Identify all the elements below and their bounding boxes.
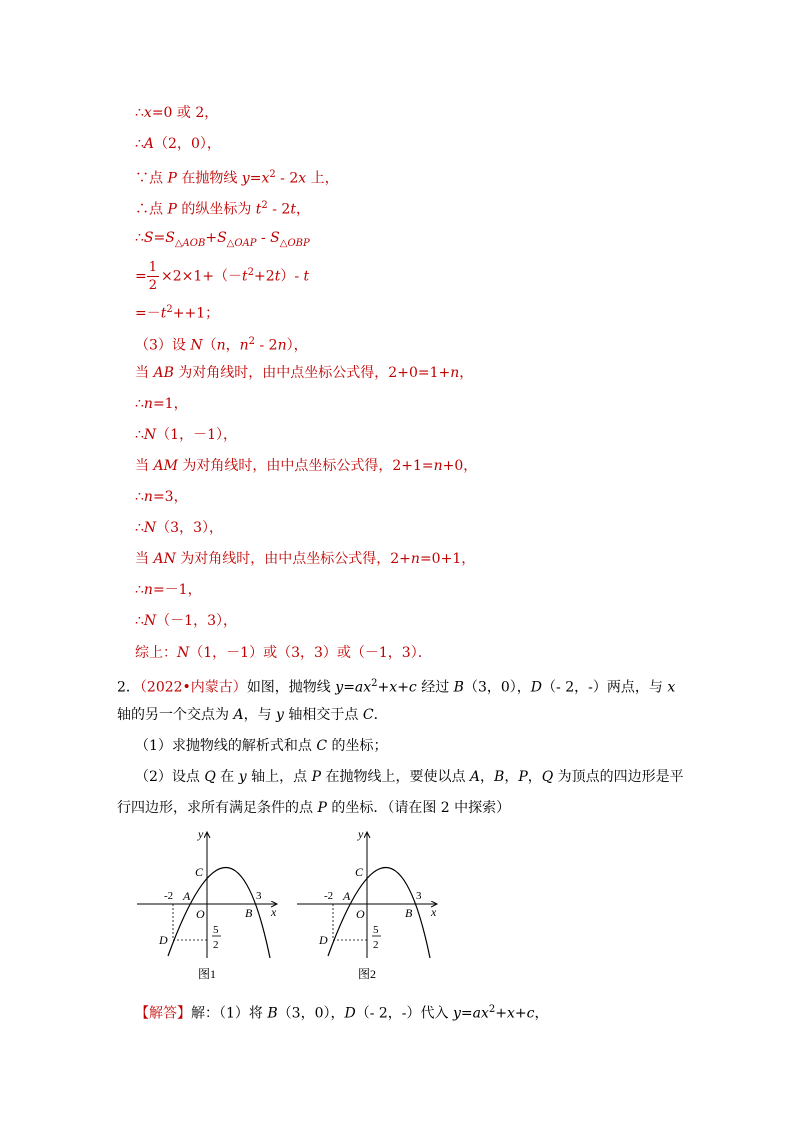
label-d: D (159, 933, 168, 947)
label-c: C (355, 865, 364, 879)
solution-line-7: $=-t^2++1$； (135, 304, 220, 322)
label-o: O (196, 907, 205, 921)
problem-part-2a: （2）设点 Q 在 y 轴上，点 P 在抛物线上，要使以点 A，B，P，Q 为顶点的四边形是平 (135, 769, 684, 785)
figure-2-graph (295, 828, 440, 983)
solution-line-17: ∴N（－1，3）， (135, 613, 237, 629)
figure-1-graph (135, 828, 280, 983)
figure-1-caption: 图1 (198, 967, 217, 981)
label-neg2: -2 (164, 890, 174, 902)
label-frac-den: 2 (213, 939, 219, 951)
figure-2-caption: 图2 (358, 967, 377, 981)
solution-line-1: ∴x=0 或 2， (135, 105, 219, 121)
problem-source: （2022•内蒙古） (139, 679, 247, 696)
solution-line-3: ∵点 P 在抛物线 $y=x^2 - 2x$ 上， (135, 169, 339, 187)
solution-line-11: ∴N（1，－1）， (135, 427, 237, 443)
label-a: A (343, 889, 351, 903)
label-x: x (271, 905, 277, 919)
problem-line-2: 轴的另一个交点为 A，与 y 轴相交于点 C． (117, 707, 388, 723)
figure-2 (295, 828, 440, 987)
label-3: 3 (256, 890, 262, 902)
label-neg2: -2 (324, 890, 334, 902)
solution-line-12: 当 AM 为对角线时，由中点坐标公式得，2+1=n+0， (135, 458, 478, 474)
label-x: x (431, 905, 437, 919)
solution-line-16: ∴n=－1， (135, 582, 202, 598)
label-d: D (319, 933, 328, 947)
label-3: 3 (416, 890, 422, 902)
problem-line-1: 2．（2022•内蒙古）如图，抛物线 $y=ax^2+x+c$ 经过 B（3，0），D（- 2，-）两点，与 x (117, 678, 676, 696)
label-frac-num: 5 (373, 924, 379, 936)
solution-line-15: 当 AN 为对角线时，由中点坐标公式得，2+n=0+1， (135, 551, 476, 567)
solution-line-10: ∴n=1， (135, 396, 188, 412)
label-frac-den: 2 (373, 939, 379, 951)
parabola (328, 867, 430, 958)
solution-line-13: ∴n=3， (135, 489, 188, 505)
label-b: B (245, 906, 253, 920)
solution-line-14: ∴N（3，3）， (135, 520, 223, 536)
label-frac-num: 5 (213, 924, 219, 936)
solution-line-18: 综上：N（1，－1）或（3，3）或（－1，3）． (135, 645, 432, 661)
answer-tag: 【解答】 (135, 1005, 191, 1022)
problem-part-2b: 行四边形，求所有满足条件的点 P 的坐标．（请在图 2 中探索） (117, 800, 511, 816)
solution-line-8: （3）设 N（n，$n^2 - 2n$）， (135, 336, 308, 354)
solution-line-6: = $\frac{1}{2}$ $\times 2\times 1+(-t^2+2t)-$ t (135, 260, 310, 294)
label-o: O (356, 907, 365, 921)
answer-line: 【解答】解：（1）将 B（3，0），D（- 2，-）代入 $y=ax^2+x+c$， (135, 1004, 549, 1022)
solution-line-4: ∴点 P 的纵坐标为 $t^2 - 2t$， (135, 200, 310, 218)
label-y: y (198, 828, 204, 841)
figure-1 (135, 828, 280, 987)
label-y: y (358, 828, 364, 841)
problem-part-1: （1）求抛物线的解析式和点 C 的坐标； (135, 738, 388, 754)
label-c: C (195, 865, 204, 879)
solution-line-2: ∴A（2，0）， (135, 136, 221, 152)
problem-number: 2． (117, 679, 140, 696)
label-b: B (405, 906, 413, 920)
solution-line-5: $\therefore S=S_{\triangle AOB}+S_{\triangle OAP} - S_{\triangle OBP}$ (135, 230, 310, 249)
parabola (168, 867, 270, 958)
solution-line-9: 当 AB 为对角线时，由中点坐标公式得，2+0=1+n， (135, 365, 474, 381)
label-a: A (183, 889, 191, 903)
